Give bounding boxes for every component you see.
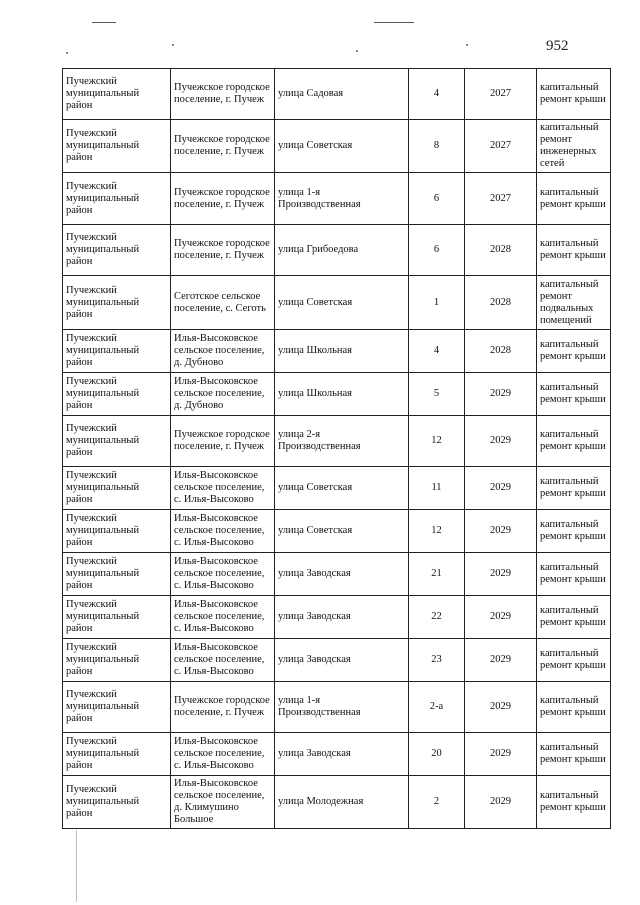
table-row (63, 553, 611, 596)
work-type-cell: капитальный ремонт крыши (537, 467, 611, 510)
settlement-cell: Пучежское городское поселение, г. Пучеж (171, 682, 275, 733)
settlement-cell: Илья-Высоковское сельское поселение, д. Климушино Большое (171, 776, 275, 829)
work-type-cell: капитальный ремонт крыши (537, 639, 611, 682)
district-cell: Пучежский муниципальный район (63, 733, 171, 776)
street-cell: улица Советская (275, 120, 409, 173)
year-cell: 2028 (465, 276, 537, 330)
settlement-cell: Илья-Высоковское сельское поселение, д. Дубново (171, 330, 275, 373)
district-cell: Пучежский муниципальный район (63, 639, 171, 682)
work-type-cell: капитальный ремонт крыши (537, 69, 611, 120)
year-cell: 2029 (465, 639, 537, 682)
table-row (63, 225, 611, 276)
year-cell: 2027 (465, 173, 537, 225)
year-cell: 2029 (465, 373, 537, 416)
year-cell: 2028 (465, 330, 537, 373)
settlement-cell: Илья-Высоковское сельское поселение, с. Илья-Высоково (171, 596, 275, 639)
district-cell: Пучежский муниципальный район (63, 173, 171, 225)
street-cell: улица Заводская (275, 596, 409, 639)
table-row (63, 120, 611, 173)
year-cell: 2029 (465, 733, 537, 776)
table-body (63, 69, 611, 829)
district-cell: Пучежский муниципальный район (63, 225, 171, 276)
work-type-cell: капитальный ремонт крыши (537, 373, 611, 416)
street-cell: улица Школьная (275, 330, 409, 373)
table-row (63, 682, 611, 733)
page-number: 952 (546, 38, 569, 54)
street-cell: улица Заводская (275, 733, 409, 776)
settlement-cell: Илья-Высоковское сельское поселение, с. Илья-Высоково (171, 467, 275, 510)
year-cell: 2028 (465, 225, 537, 276)
house-number-cell: 12 (409, 416, 465, 467)
table-row (63, 639, 611, 682)
table-row (63, 733, 611, 776)
house-number-cell: 6 (409, 225, 465, 276)
scan-dot (466, 44, 468, 46)
district-cell: Пучежский муниципальный район (63, 276, 171, 330)
table-row (63, 69, 611, 120)
district-cell: Пучежский муниципальный район (63, 776, 171, 829)
district-cell: Пучежский муниципальный район (63, 373, 171, 416)
street-cell: улица Заводская (275, 553, 409, 596)
settlement-cell: Илья-Высоковское сельское поселение, с. Илья-Высоково (171, 733, 275, 776)
year-cell: 2027 (465, 69, 537, 120)
table-row (63, 330, 611, 373)
district-cell: Пучежский муниципальный район (63, 682, 171, 733)
house-number-cell: 20 (409, 733, 465, 776)
district-cell: Пучежский муниципальный район (63, 553, 171, 596)
settlement-cell: Пучежское городское поселение, г. Пучеж (171, 416, 275, 467)
street-cell: улица Заводская (275, 639, 409, 682)
house-number-cell: 22 (409, 596, 465, 639)
house-number-cell: 12 (409, 510, 465, 553)
district-cell: Пучежский муниципальный район (63, 467, 171, 510)
settlement-cell: Илья-Высоковское сельское поселение, с. Илья-Высоково (171, 553, 275, 596)
year-cell: 2029 (465, 553, 537, 596)
settlement-cell: Илья-Высоковское сельское поселение, с. Илья-Высоково (171, 639, 275, 682)
year-cell: 2029 (465, 596, 537, 639)
year-cell: 2029 (465, 776, 537, 829)
settlement-cell: Пучежское городское поселение, г. Пучеж (171, 120, 275, 173)
settlement-cell: Сеготское сельское поселение, с. Сеготь (171, 276, 275, 330)
work-type-cell: капитальный ремонт инженерных сетей (537, 120, 611, 173)
year-cell: 2029 (465, 416, 537, 467)
year-cell: 2029 (465, 682, 537, 733)
house-number-cell: 2-а (409, 682, 465, 733)
table-row (63, 173, 611, 225)
table-row (63, 416, 611, 467)
district-cell: Пучежский муниципальный район (63, 69, 171, 120)
work-type-cell: капитальный ремонт крыши (537, 596, 611, 639)
work-type-cell: капитальный ремонт крыши (537, 733, 611, 776)
settlement-cell: Пучежское городское поселение, г. Пучеж (171, 225, 275, 276)
table-row (63, 467, 611, 510)
scan-line-left (76, 830, 77, 902)
table-row (63, 510, 611, 553)
district-cell: Пучежский муниципальный район (63, 596, 171, 639)
year-cell: 2027 (465, 120, 537, 173)
house-number-cell: 8 (409, 120, 465, 173)
house-number-cell: 4 (409, 69, 465, 120)
district-cell: Пучежский муниципальный район (63, 330, 171, 373)
house-number-cell: 11 (409, 467, 465, 510)
table-row (63, 596, 611, 639)
repair-schedule-table (62, 68, 611, 829)
district-cell: Пучежский муниципальный район (63, 510, 171, 553)
street-cell: улица 1-я Производственная (275, 173, 409, 225)
house-number-cell: 23 (409, 639, 465, 682)
work-type-cell: капитальный ремонт крыши (537, 776, 611, 829)
scan-mark-top-1 (92, 22, 116, 23)
work-type-cell: капитальный ремонт крыши (537, 510, 611, 553)
street-cell: улица Садовая (275, 69, 409, 120)
street-cell: улица 2-я Производственная (275, 416, 409, 467)
house-number-cell: 6 (409, 173, 465, 225)
settlement-cell: Пучежское городское поселение, г. Пучеж (171, 69, 275, 120)
street-cell: улица Советская (275, 467, 409, 510)
district-cell: Пучежский муниципальный район (63, 120, 171, 173)
table-row (63, 373, 611, 416)
street-cell: улица Грибоедова (275, 225, 409, 276)
settlement-cell: Илья-Высоковское сельское поселение, с. Илья-Высоково (171, 510, 275, 553)
work-type-cell: капитальный ремонт крыши (537, 330, 611, 373)
settlement-cell: Пучежское городское поселение, г. Пучеж (171, 173, 275, 225)
work-type-cell: капитальный ремонт подвальных помещений (537, 276, 611, 330)
house-number-cell: 21 (409, 553, 465, 596)
street-cell: улица Школьная (275, 373, 409, 416)
street-cell: улица Советская (275, 510, 409, 553)
work-type-cell: капитальный ремонт крыши (537, 682, 611, 733)
work-type-cell: капитальный ремонт крыши (537, 553, 611, 596)
district-cell: Пучежский муниципальный район (63, 416, 171, 467)
house-number-cell: 2 (409, 776, 465, 829)
scan-dot (66, 52, 68, 54)
table-row (63, 776, 611, 829)
work-type-cell: капитальный ремонт крыши (537, 225, 611, 276)
scan-dot (172, 44, 174, 46)
year-cell: 2029 (465, 510, 537, 553)
year-cell: 2029 (465, 467, 537, 510)
table-row (63, 276, 611, 330)
house-number-cell: 5 (409, 373, 465, 416)
street-cell: улица 1-я Производственная (275, 682, 409, 733)
street-cell: улица Молодежная (275, 776, 409, 829)
scan-mark-top-2 (374, 22, 414, 23)
house-number-cell: 1 (409, 276, 465, 330)
street-cell: улица Советская (275, 276, 409, 330)
work-type-cell: капитальный ремонт крыши (537, 416, 611, 467)
house-number-cell: 4 (409, 330, 465, 373)
work-type-cell: капитальный ремонт крыши (537, 173, 611, 225)
settlement-cell: Илья-Высоковское сельское поселение, д. Дубново (171, 373, 275, 416)
scan-dot (356, 50, 358, 52)
